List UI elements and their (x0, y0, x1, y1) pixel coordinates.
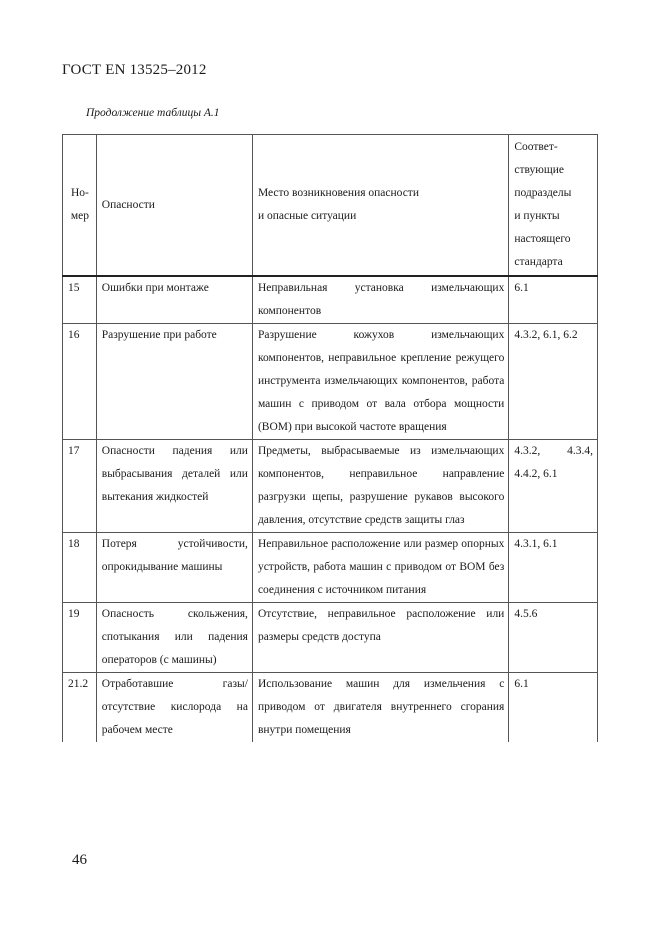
row-place: Предметы, выбрасываемые из измельчающих компонентов, неправильное направление разгрузки щепы, разрушение рукавов высокого давления, отсутствие средств защиты глаз (252, 440, 508, 533)
column-header-place-text: Место возникновения опасности и опасные ситуации (257, 187, 419, 222)
table-row (63, 603, 598, 673)
column-header-sections-text: Соответ- ствующие подразделы и пункты настоящего стандарта (514, 141, 572, 268)
column-header-place (252, 135, 508, 277)
row-number: 18 (63, 533, 97, 603)
row-place: Использование машин для измельчения с приводом от двигателя внутреннего сгорания внутри помещения (252, 673, 508, 743)
row-sections: 4.3.2, 6.1, 6.2 (509, 324, 598, 440)
table-row (63, 324, 598, 440)
row-number: 17 (63, 440, 97, 533)
column-header-number (63, 135, 97, 277)
row-number: 19 (63, 603, 97, 673)
row-hazard: Ошибки при монтаже (96, 276, 252, 324)
table-header-row (63, 135, 598, 277)
row-hazard: Опасность скольжения, спотыкания или падения операторов (с машины) (96, 603, 252, 673)
row-place: Разрушение кожухов измельчающих компонентов, неправильное крепление режущего инструмента измельчающих компонентов, работа машин с приводом от вала отбора мощности (ВОМ) при высокой частоте вращения (252, 324, 508, 440)
table-row (63, 673, 598, 743)
row-hazard: Отработавшие газы/отсутствие кислорода на рабочем месте (96, 673, 252, 743)
row-sections: 4.3.2, 4.3.4, 4.4.2, 6.1 (509, 440, 598, 533)
hazards-table (62, 134, 598, 742)
row-number: 16 (63, 324, 97, 440)
row-sections: 6.1 (509, 673, 598, 743)
row-hazard: Разрушение при работе (96, 324, 252, 440)
row-sections: 4.3.1, 6.1 (509, 533, 598, 603)
row-place: Неправильное расположение или размер опорных устройств, работа машин с приводом от ВОМ без соединения с источником питания (252, 533, 508, 603)
row-hazard: Опасности падения или выбрасывания деталей или вытекания жидкостей (96, 440, 252, 533)
row-sections: 4.5.6 (509, 603, 598, 673)
row-place: Отсутствие, неправильное расположение или размеры средств доступа (252, 603, 508, 673)
row-sections: 6.1 (509, 276, 598, 324)
row-number: 21.2 (63, 673, 97, 743)
table-row (63, 276, 598, 324)
page-number: 46 (72, 852, 87, 868)
table-row (63, 440, 598, 533)
row-place: Неправильная установка измельчающих компонентов (252, 276, 508, 324)
document-standard-code: ГОСТ EN 13525–2012 (62, 62, 207, 78)
column-header-sections (509, 135, 598, 277)
column-header-number-text: Но- мер (70, 187, 89, 222)
table-row (63, 533, 598, 603)
row-hazard: Потеря устойчивости, опрокидывание машины (96, 533, 252, 603)
column-header-hazards-text: Опасности (101, 198, 155, 211)
table-continuation-caption: Продолжение таблицы А.1 (86, 107, 220, 119)
column-header-hazards (96, 135, 252, 277)
row-number: 15 (63, 276, 97, 324)
